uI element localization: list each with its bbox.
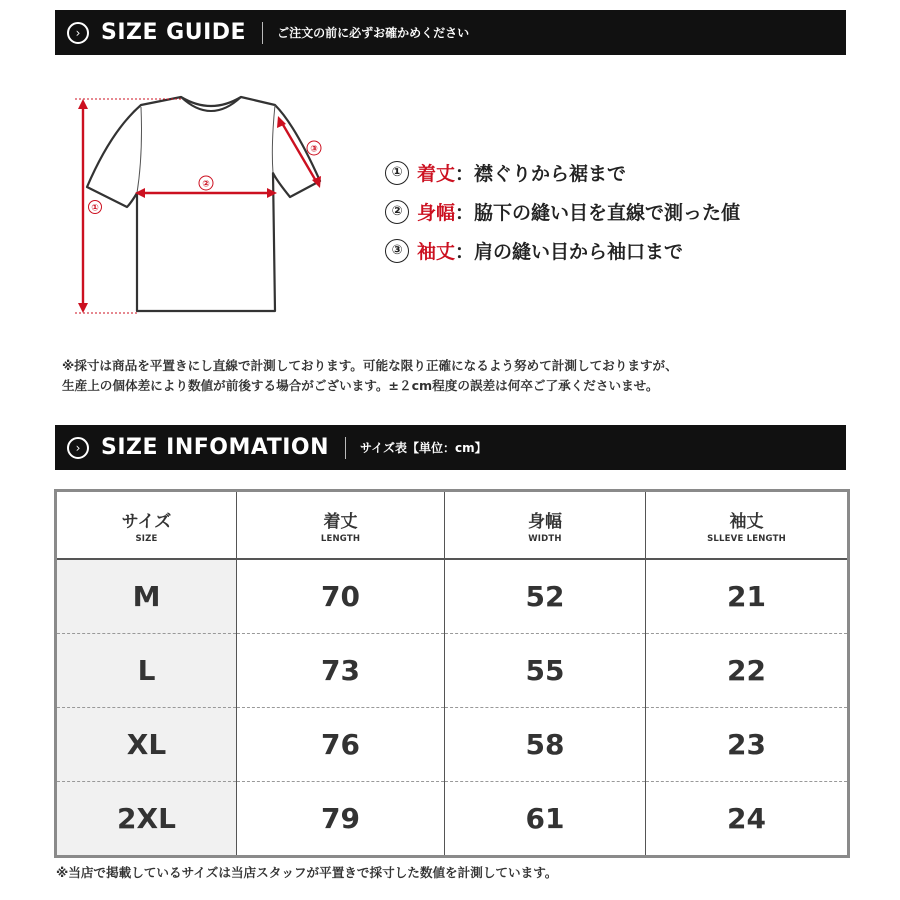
length-arrowhead-top [78,99,88,109]
banner-divider [262,22,263,44]
legend-description: ：脇下の縫い目を直線で測った値 [455,202,741,224]
cell-length: 73 [237,634,445,708]
header-en: WIDTH [528,533,562,544]
size-guide-banner [55,10,846,55]
size-info-banner [55,425,846,470]
legend-number: ② [385,200,409,224]
legend-item-length [385,153,740,192]
measurement-legend [385,153,740,270]
size-table [54,489,850,858]
legend-item-width [385,192,740,231]
tshirt-measurement-diagram [65,85,355,325]
header-ja: 袖丈 [729,511,764,532]
legend-term: 身幅 [417,202,456,224]
label-1: ① [91,203,99,214]
size-guide-subtitle: ご注文の前に必ずお確かめください [277,26,470,40]
legend-number: ③ [385,239,409,263]
legend-number: ① [385,161,409,185]
header-length [237,491,445,560]
label-3: ③ [310,144,318,155]
header-ja: 身幅 [528,511,562,532]
measurement-note [62,356,678,396]
cell-sleeve: 24 [646,782,849,857]
header-ja: サイズ [121,511,172,532]
cell-width: 55 [445,634,646,708]
cell-length: 79 [237,782,445,857]
legend-description: ：襟ぐりから裾まで [455,163,627,185]
table-row [56,634,849,708]
table-row [56,559,849,634]
header-size [56,491,237,560]
footnote: ※当店で掲載しているサイズは当店スタッフが平置きで採寸した数値を計測しています。 [56,865,558,880]
cell-width: 52 [445,559,646,634]
cell-length: 70 [237,559,445,634]
cell-sleeve: 22 [646,634,849,708]
note-line: 生産上の個体差により数値が前後する場合がございます。±２cm程度の誤差は何卒ご了承くださいませ。 [62,378,659,393]
size-info-title: SIZE INFOMATION [101,435,330,460]
cell-sleeve: 23 [646,708,849,782]
chevron-circle-icon: › [67,437,89,459]
chevron-circle-icon: › [67,22,89,44]
table-row [56,708,849,782]
note-line: ※採寸は商品を平置きにし直線で計測しております。可能な限り正確になるよう努めて計測しておりますが、 [62,358,678,373]
size-guide-title: SIZE GUIDE [101,20,247,45]
size-info-subtitle: サイズ表【単位：cm】 [360,441,487,455]
legend-term: 着丈 [417,163,456,185]
header-en: LENGTH [320,533,361,544]
header-width [445,491,646,560]
header-ja: 着丈 [323,511,358,532]
header-sleeve [646,491,849,560]
legend-term: 袖丈 [417,241,456,263]
cell-width: 58 [445,708,646,782]
legend-description: ：肩の縫い目から袖口まで [455,241,684,263]
length-arrowhead-bottom [78,303,88,313]
table-header-row [56,491,849,560]
label-2: ② [202,179,210,190]
cell-size: 2XL [56,782,237,857]
header-en: SLLEVE LENGTH [707,533,786,544]
legend-item-sleeve [385,231,740,270]
header-en: SIZE [135,533,158,544]
cell-size: L [56,634,237,708]
cell-width: 61 [445,782,646,857]
cell-sleeve: 21 [646,559,849,634]
cell-length: 76 [237,708,445,782]
banner-divider [345,437,346,459]
table-row [56,782,849,857]
cell-size: M [56,559,237,634]
cell-size: XL [56,708,237,782]
